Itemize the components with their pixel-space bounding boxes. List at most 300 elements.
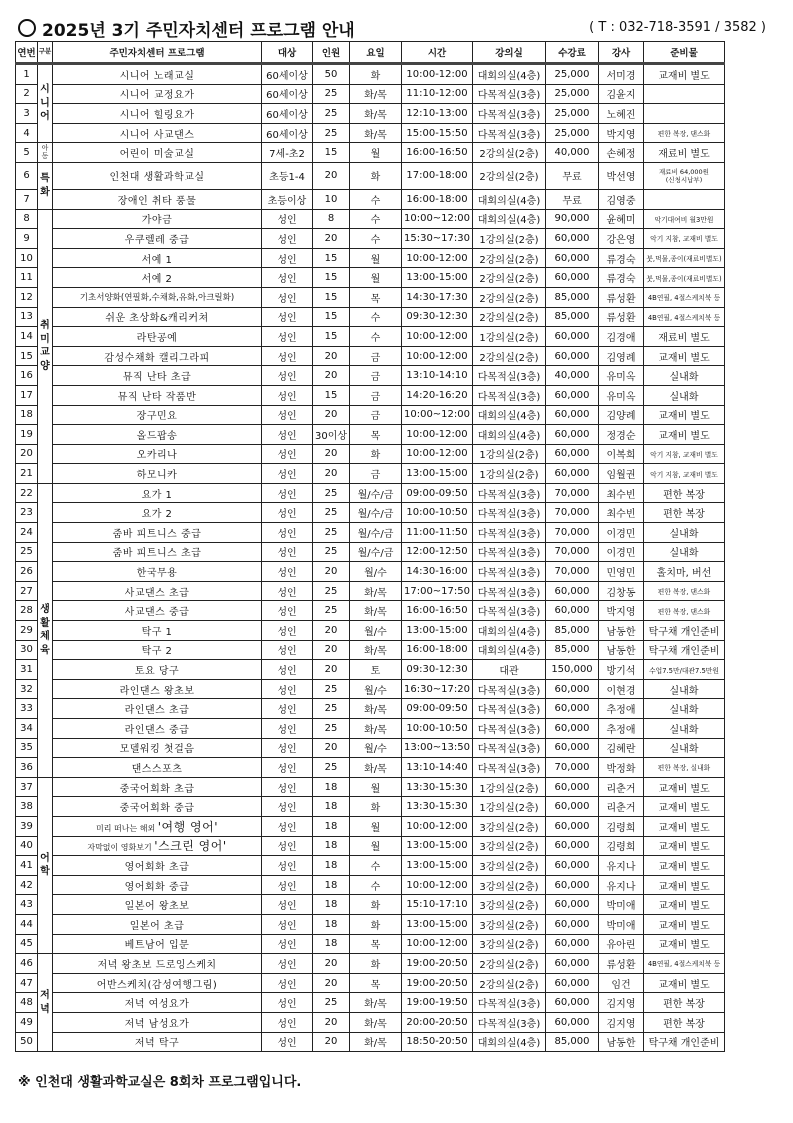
target: 성인 (262, 679, 313, 699)
room: 대관 (473, 660, 546, 680)
time: 16:00-16:50 (402, 143, 473, 163)
program-name: 라인댄스 왕초보 (53, 679, 262, 699)
day: 화 (350, 444, 402, 464)
circle-icon (18, 19, 36, 37)
room: 다목적실(3층) (473, 993, 546, 1013)
room: 다목적실(3층) (473, 719, 546, 739)
program-name-main: '여행 영어' (157, 819, 218, 834)
target: 성인 (262, 307, 313, 327)
room: 대회의실(4층) (473, 621, 546, 641)
program-name: 중국어회화 중급 (53, 797, 262, 817)
table-row (16, 640, 725, 660)
capacity: 25 (313, 699, 350, 719)
capacity: 10 (313, 189, 350, 209)
day: 수 (350, 856, 402, 876)
instructor: 유미옥 (599, 385, 644, 405)
table-row (16, 581, 725, 601)
capacity: 25 (313, 581, 350, 601)
instructor: 최수빈 (599, 483, 644, 503)
capacity: 18 (313, 816, 350, 836)
day: 화/목 (350, 719, 402, 739)
instructor: 이현경 (599, 679, 644, 699)
capacity: 20 (313, 405, 350, 425)
instructor: 김경애 (599, 327, 644, 347)
preparation: 실내화 (644, 719, 725, 739)
program-name: 저녁 탁구 (53, 1032, 262, 1052)
row-number: 6 (16, 162, 38, 189)
row-number: 30 (16, 640, 38, 660)
col-no: 연번 (16, 42, 38, 64)
instructor: 노혜진 (599, 104, 644, 124)
time: 10:00-10:50 (402, 719, 473, 739)
capacity: 25 (313, 993, 350, 1013)
table-header-row (16, 42, 725, 64)
row-number: 17 (16, 385, 38, 405)
col-instructor: 강사 (599, 42, 644, 64)
room: 2강의실(2층) (473, 268, 546, 288)
fee: 60,000 (546, 914, 599, 934)
time: 10:00-12:00 (402, 248, 473, 268)
capacity: 25 (313, 123, 350, 143)
table-row (16, 895, 725, 915)
time: 09:30-12:30 (402, 307, 473, 327)
table-row (16, 777, 725, 797)
fee: 60,000 (546, 993, 599, 1013)
preparation: 편한 복장 (644, 503, 725, 523)
table-row (16, 856, 725, 876)
fee: 70,000 (546, 562, 599, 582)
table-row (16, 758, 725, 778)
day: 월/수/금 (350, 523, 402, 543)
time: 13:00-15:00 (402, 464, 473, 484)
fee: 60,000 (546, 601, 599, 621)
fee: 150,000 (546, 660, 599, 680)
table-row (16, 973, 725, 993)
target: 성인 (262, 385, 313, 405)
time: 12:00-12:50 (402, 542, 473, 562)
row-number: 7 (16, 189, 38, 209)
table-row (16, 523, 725, 543)
day: 월/수/금 (350, 483, 402, 503)
table-row (16, 123, 725, 143)
fee: 70,000 (546, 542, 599, 562)
row-number: 32 (16, 679, 38, 699)
time: 10:00-12:00 (402, 64, 473, 85)
group-label-text: 취미교양 (40, 320, 50, 372)
table-row (16, 425, 725, 445)
preparation: 악기 지참, 교재비 별도 (644, 229, 725, 249)
fee: 70,000 (546, 503, 599, 523)
day: 금 (350, 346, 402, 366)
instructor: 추정애 (599, 699, 644, 719)
preparation: 편한 복장, 댄스화 (644, 601, 725, 621)
fee: 60,000 (546, 248, 599, 268)
row-number: 29 (16, 621, 38, 641)
room: 1강의실(2층) (473, 777, 546, 797)
group-label (38, 162, 53, 209)
time: 19:00-19:50 (402, 993, 473, 1013)
capacity: 20 (313, 1032, 350, 1052)
program-name: 시니어 노래교실 (53, 64, 262, 85)
target: 성인 (262, 758, 313, 778)
program-name: 베트남어 입문 (53, 934, 262, 954)
fee: 25,000 (546, 123, 599, 143)
table-row (16, 954, 725, 974)
col-time: 시간 (402, 42, 473, 64)
fee: 60,000 (546, 816, 599, 836)
row-number: 34 (16, 719, 38, 739)
row-number: 8 (16, 209, 38, 229)
time: 13:00~13:50 (402, 738, 473, 758)
table-row (16, 660, 725, 680)
table-row (16, 104, 725, 124)
preparation: 편한 복장 (644, 1012, 725, 1032)
time: 09:00-09:50 (402, 483, 473, 503)
capacity: 25 (313, 523, 350, 543)
room: 2강의실(2층) (473, 307, 546, 327)
room: 2강의실(2층) (473, 954, 546, 974)
room: 다목적실(3층) (473, 104, 546, 124)
row-number: 12 (16, 287, 38, 307)
fee: 25,000 (546, 84, 599, 104)
program-name: 일본어 왕초보 (53, 895, 262, 915)
target: 성인 (262, 405, 313, 425)
instructor: 이경민 (599, 523, 644, 543)
day: 금 (350, 366, 402, 386)
capacity: 18 (313, 895, 350, 915)
target: 성인 (262, 738, 313, 758)
preparation: 재료비 별도 (644, 143, 725, 163)
fee: 60,000 (546, 1012, 599, 1032)
instructor: 리춘거 (599, 777, 644, 797)
instructor: 손혜정 (599, 143, 644, 163)
instructor: 김지영 (599, 1012, 644, 1032)
target: 성인 (262, 581, 313, 601)
capacity: 15 (313, 385, 350, 405)
col-room: 강의실 (473, 42, 546, 64)
instructor: 김령희 (599, 836, 644, 856)
preparation: 재료비 별도 (644, 327, 725, 347)
capacity: 25 (313, 758, 350, 778)
preparation: 탁구채 개인준비 (644, 640, 725, 660)
day: 수 (350, 209, 402, 229)
target: 7세-초2 (262, 143, 313, 163)
room: 다목적실(3층) (473, 385, 546, 405)
time: 13:00-15:00 (402, 268, 473, 288)
row-number: 5 (16, 143, 38, 163)
target: 초등1-4 (262, 162, 313, 189)
preparation-line2: (신청시납부) (665, 175, 703, 184)
fee: 70,000 (546, 523, 599, 543)
instructor: 정경순 (599, 425, 644, 445)
target: 성인 (262, 875, 313, 895)
instructor: 김령희 (599, 816, 644, 836)
room: 다목적실(3층) (473, 503, 546, 523)
room: 대회의실(4층) (473, 64, 546, 85)
program-name (53, 816, 262, 836)
instructor: 남동한 (599, 1032, 644, 1052)
program-name: 중국어회화 초급 (53, 777, 262, 797)
program-name: 시니어 힐링요가 (53, 104, 262, 124)
col-day: 요일 (350, 42, 402, 64)
day: 월 (350, 248, 402, 268)
time: 15:10-17:10 (402, 895, 473, 915)
room: 2강의실(2층) (473, 143, 546, 163)
preparation: 교재비 별도 (644, 914, 725, 934)
capacity: 18 (313, 836, 350, 856)
col-capacity: 인원 (313, 42, 350, 64)
room: 1강의실(2층) (473, 229, 546, 249)
target: 성인 (262, 973, 313, 993)
row-number: 16 (16, 366, 38, 386)
day: 월 (350, 268, 402, 288)
day: 화/목 (350, 104, 402, 124)
group-label (38, 777, 53, 953)
time: 15:00-15:50 (402, 123, 473, 143)
preparation: 악기 지참, 교재비 별도 (644, 464, 725, 484)
room: 대회의실(4층) (473, 1032, 546, 1052)
row-number: 2 (16, 84, 38, 104)
group-label (38, 209, 53, 483)
instructor: 서미경 (599, 64, 644, 85)
program-name: 서예 2 (53, 268, 262, 288)
row-number: 15 (16, 346, 38, 366)
program-name: 저녁 남성요가 (53, 1012, 262, 1032)
capacity: 20 (313, 973, 350, 993)
fee: 60,000 (546, 738, 599, 758)
time: 10:00-12:00 (402, 425, 473, 445)
time: 12:10-13:00 (402, 104, 473, 124)
program-name: 시니어 사교댄스 (53, 123, 262, 143)
day: 화 (350, 797, 402, 817)
table-row (16, 934, 725, 954)
time: 09:00-09:50 (402, 699, 473, 719)
row-number: 26 (16, 562, 38, 582)
time: 16:30~17:20 (402, 679, 473, 699)
time: 10:00-12:00 (402, 327, 473, 347)
day: 화/목 (350, 758, 402, 778)
instructor: 유미옥 (599, 366, 644, 386)
row-number: 41 (16, 856, 38, 876)
row-number: 13 (16, 307, 38, 327)
capacity: 20 (313, 1012, 350, 1032)
instructor: 임건 (599, 973, 644, 993)
day: 월/수/금 (350, 542, 402, 562)
row-number: 38 (16, 797, 38, 817)
program-name: 댄스스포츠 (53, 758, 262, 778)
fee: 무료 (546, 189, 599, 209)
table-row (16, 444, 725, 464)
preparation (644, 84, 725, 104)
target: 성인 (262, 444, 313, 464)
program-name: 탁구 1 (53, 621, 262, 641)
preparation (644, 162, 725, 189)
group-label-text: 어학 (40, 852, 50, 878)
row-number: 35 (16, 738, 38, 758)
instructor: 박지영 (599, 601, 644, 621)
day: 화/목 (350, 993, 402, 1013)
instructor: 유아린 (599, 934, 644, 954)
target: 성인 (262, 621, 313, 641)
target: 성인 (262, 248, 313, 268)
time: 10:00-12:00 (402, 875, 473, 895)
capacity: 25 (313, 84, 350, 104)
fee: 60,000 (546, 777, 599, 797)
room: 다목적실(3층) (473, 123, 546, 143)
capacity: 15 (313, 307, 350, 327)
room: 다목적실(3층) (473, 699, 546, 719)
row-number: 10 (16, 248, 38, 268)
target: 성인 (262, 640, 313, 660)
target: 성인 (262, 934, 313, 954)
row-number: 39 (16, 816, 38, 836)
capacity: 20 (313, 738, 350, 758)
capacity: 20 (313, 562, 350, 582)
day: 월/수 (350, 562, 402, 582)
day: 금 (350, 385, 402, 405)
room: 2강의실(2층) (473, 248, 546, 268)
fee: 40,000 (546, 143, 599, 163)
preparation: 교재비 별도 (644, 856, 725, 876)
time: 10:00-12:00 (402, 444, 473, 464)
row-number: 33 (16, 699, 38, 719)
fee: 60,000 (546, 875, 599, 895)
program-name: 사교댄스 초급 (53, 581, 262, 601)
program-name: 사교댄스 중급 (53, 601, 262, 621)
row-number: 31 (16, 660, 38, 680)
target: 성인 (262, 464, 313, 484)
capacity: 18 (313, 875, 350, 895)
room: 3강의실(2층) (473, 914, 546, 934)
preparation: 악기 지참, 교재비 별도 (644, 444, 725, 464)
fee: 60,000 (546, 934, 599, 954)
group-label-text: 아동 (41, 143, 49, 160)
fee: 60,000 (546, 895, 599, 915)
room: 1강의실(2층) (473, 797, 546, 817)
preparation: 악기대여비 월3만원 (644, 209, 725, 229)
capacity: 18 (313, 934, 350, 954)
target: 성인 (262, 483, 313, 503)
instructor: 박미애 (599, 895, 644, 915)
row-number: 25 (16, 542, 38, 562)
target: 성인 (262, 660, 313, 680)
fee: 25,000 (546, 64, 599, 85)
instructor: 김창동 (599, 581, 644, 601)
table-row (16, 914, 725, 934)
table-row (16, 738, 725, 758)
table-row (16, 143, 725, 163)
instructor: 방기석 (599, 660, 644, 680)
instructor: 남동한 (599, 621, 644, 641)
preparation: 붓,먹물,종이(재료비별도) (644, 248, 725, 268)
capacity: 18 (313, 914, 350, 934)
capacity: 15 (313, 287, 350, 307)
capacity: 25 (313, 679, 350, 699)
fee: 90,000 (546, 209, 599, 229)
program-name: 어반스케치(감성여행그림) (53, 973, 262, 993)
fee: 85,000 (546, 1032, 599, 1052)
row-number: 21 (16, 464, 38, 484)
program-name: 뮤직 난타 초급 (53, 366, 262, 386)
room: 3강의실(2층) (473, 816, 546, 836)
row-number: 23 (16, 503, 38, 523)
capacity: 25 (313, 542, 350, 562)
day: 수 (350, 327, 402, 347)
program-name: 어린이 미술교실 (53, 143, 262, 163)
time: 10:00-10:50 (402, 503, 473, 523)
program-name: 쉬운 초상화&캐리커쳐 (53, 307, 262, 327)
day: 월 (350, 816, 402, 836)
target: 성인 (262, 836, 313, 856)
capacity: 25 (313, 483, 350, 503)
capacity: 18 (313, 797, 350, 817)
day: 월/수 (350, 738, 402, 758)
row-number: 19 (16, 425, 38, 445)
group-label-text: 특화 (40, 173, 50, 198)
time: 19:00-20:50 (402, 973, 473, 993)
day: 월/수/금 (350, 503, 402, 523)
room: 2강의실(2층) (473, 973, 546, 993)
room: 2강의실(2층) (473, 162, 546, 189)
room: 다목적실(3층) (473, 581, 546, 601)
capacity: 25 (313, 503, 350, 523)
instructor: 추정애 (599, 719, 644, 739)
preparation: 실내화 (644, 679, 725, 699)
room: 다목적실(3층) (473, 562, 546, 582)
preparation: 교재비 별도 (644, 64, 725, 85)
target: 성인 (262, 327, 313, 347)
group-label (38, 954, 53, 1052)
preparation: 교재비 별도 (644, 934, 725, 954)
program-name: 모델워킹 첫걸음 (53, 738, 262, 758)
table-row (16, 366, 725, 386)
program-name: 서예 1 (53, 248, 262, 268)
program-name: 탁구 2 (53, 640, 262, 660)
time: 14:30-17:30 (402, 287, 473, 307)
program-name: 하모니카 (53, 464, 262, 484)
room: 다목적실(3층) (473, 679, 546, 699)
row-number: 4 (16, 123, 38, 143)
room: 3강의실(2층) (473, 934, 546, 954)
fee: 60,000 (546, 327, 599, 347)
day: 목 (350, 973, 402, 993)
time: 16:00-18:00 (402, 640, 473, 660)
capacity: 15 (313, 327, 350, 347)
fee: 60,000 (546, 268, 599, 288)
preparation: 편한 복장, 댄스화 (644, 581, 725, 601)
program-name: 영어회화 중급 (53, 875, 262, 895)
instructor: 리춘거 (599, 797, 644, 817)
preparation: 4B연필, 4절스케치북 등 (644, 954, 725, 974)
table-row (16, 405, 725, 425)
target: 성인 (262, 229, 313, 249)
table-row (16, 307, 725, 327)
row-number: 46 (16, 954, 38, 974)
preparation: 실내화 (644, 523, 725, 543)
instructor: 이복희 (599, 444, 644, 464)
day: 월 (350, 836, 402, 856)
day: 화 (350, 914, 402, 934)
time: 13:10-14:10 (402, 366, 473, 386)
col-fee: 수강료 (546, 42, 599, 64)
room: 다목적실(3층) (473, 366, 546, 386)
room: 다목적실(3층) (473, 523, 546, 543)
group-label (38, 64, 53, 143)
program-name: 요가 1 (53, 483, 262, 503)
fee: 85,000 (546, 621, 599, 641)
day: 금 (350, 464, 402, 484)
day: 화 (350, 64, 402, 85)
